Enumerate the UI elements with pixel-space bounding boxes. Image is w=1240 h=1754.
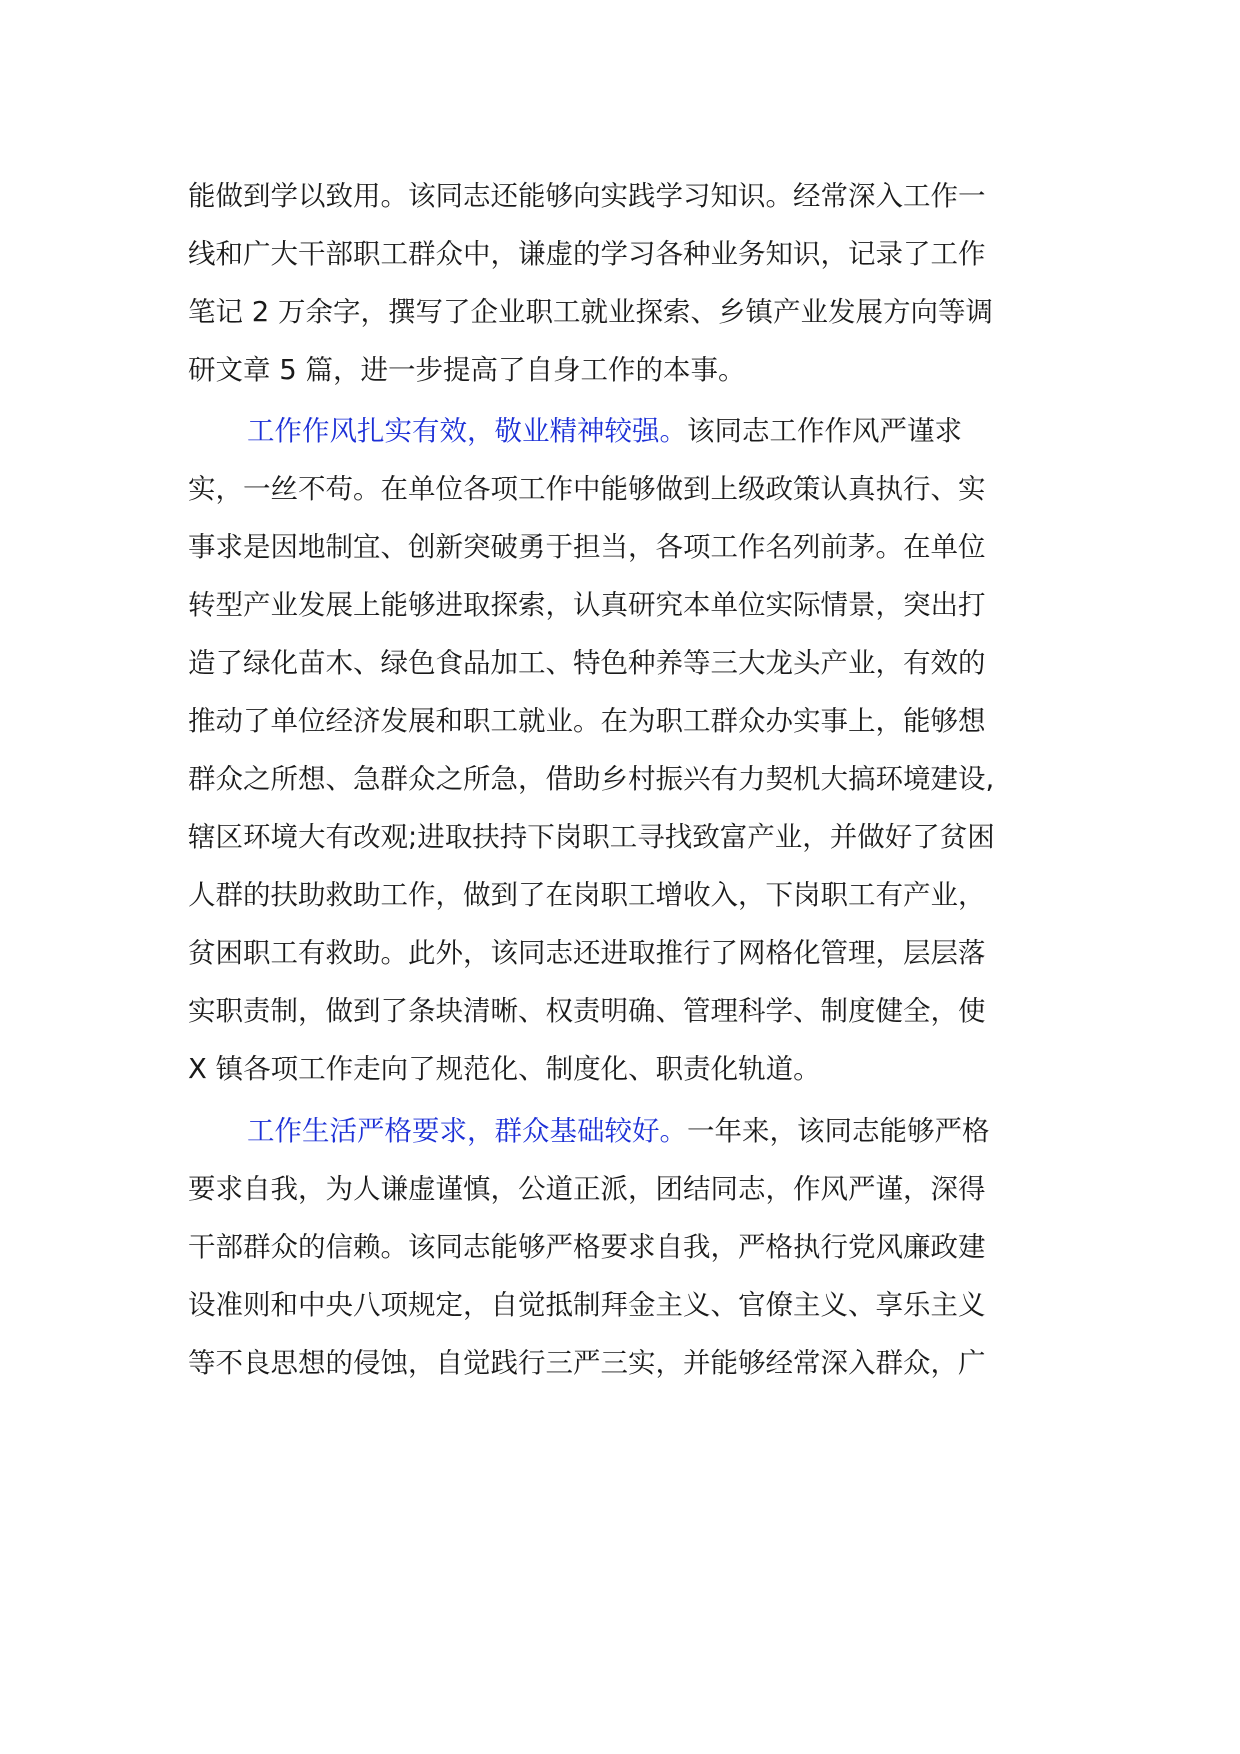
paragraph-text: 该同志工作作风严谨求: [687, 415, 962, 447]
paragraph-text: 一年来，该同志能够严格: [687, 1115, 990, 1147]
text-line: 造了绿化苗木、绿色食品加工、特色种养等三大龙头产业，有效的: [188, 647, 986, 679]
text-line: X 镇各项工作走向了规范化、制度化、职责化轨道。: [188, 1053, 821, 1085]
paragraph-first-line: [247, 1111, 990, 1151]
paragraph-first-line: [247, 411, 962, 451]
text-line: 能做到学以致用。该同志还能够向实践学习知识。经常深入工作一: [188, 180, 986, 212]
text-line: 人群的扶助救助工作，做到了在岗职工增收入，下岗职工有产业，: [188, 879, 986, 911]
paragraph-heading: 工作生活严格要求，群众基础较好。: [247, 1115, 687, 1147]
text-line: 等不良思想的侵蚀，自觉践行三严三实，并能够经常深入群众，广: [188, 1347, 986, 1379]
text-line: 设准则和中央八项规定，自觉抵制拜金主义、官僚主义、享乐主义: [188, 1289, 986, 1321]
paragraph-heading: 工作作风扎实有效，敬业精神较强。: [247, 415, 687, 447]
text-line: 线和广大干部职工群众中，谦虚的学习各种业务知识，记录了工作: [188, 238, 986, 270]
text-line: 事求是因地制宜、创新突破勇于担当，各项工作名列前茅。在单位: [188, 531, 986, 563]
text-line: 贫困职工有救助。此外，该同志还进取推行了网格化管理，层层落: [188, 937, 986, 969]
text-line: 实，一丝不苟。在单位各项工作中能够做到上级政策认真执行、实: [188, 473, 986, 505]
text-line: 实职责制，做到了条块清晰、权责明确、管理科学、制度健全，使: [188, 995, 986, 1027]
text-line: 转型产业发展上能够进取探索，认真研究本单位实际情景，突出打: [188, 589, 986, 621]
text-line: 群众之所想、急群众之所急，借助乡村振兴有力契机大搞环境建设,: [188, 763, 995, 795]
text-line: 要求自我，为人谦虚谨慎，公道正派，团结同志，作风严谨，深得: [188, 1173, 986, 1205]
text-line: 推动了单位经济发展和职工就业。在为职工群众办实事上，能够想: [188, 705, 986, 737]
text-line: 研文章 5 篇，进一步提高了自身工作的本事。: [188, 354, 746, 386]
text-line: 干部群众的信赖。该同志能够严格要求自我，严格执行党风廉政建: [188, 1231, 986, 1263]
text-line: 笔记 2 万余字，撰写了企业职工就业探索、乡镇产业发展方向等调: [188, 296, 993, 328]
text-line: 辖区环境大有改观;进取扶持下岗职工寻找致富产业，并做好了贫困: [188, 821, 995, 853]
